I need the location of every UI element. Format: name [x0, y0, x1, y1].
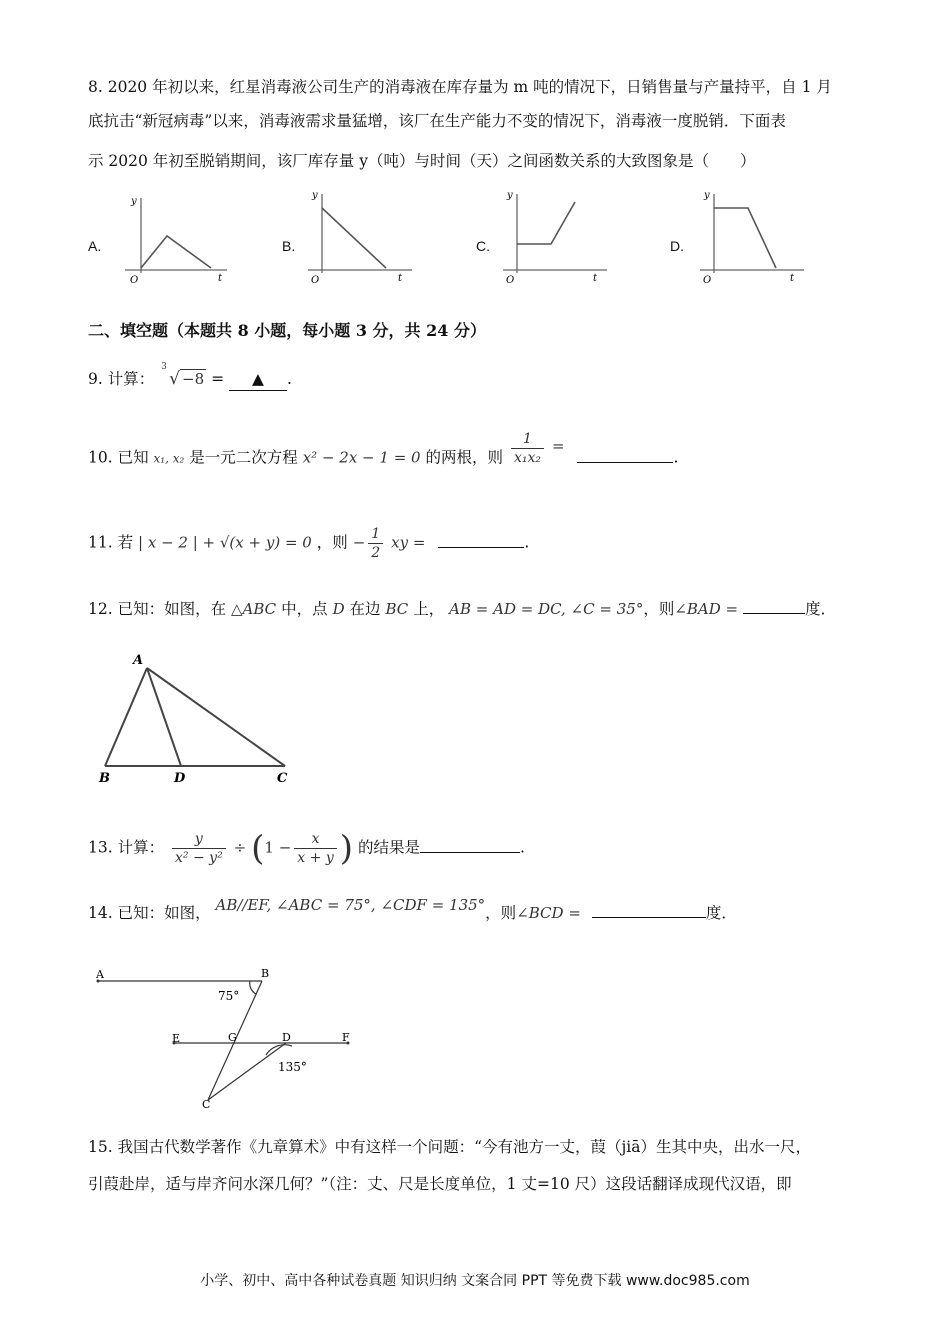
q12-answer-blank[interactable] [743, 599, 805, 614]
q13-fraction-2 [294, 830, 336, 867]
q10-fraction [511, 430, 544, 467]
q10-equals: = [551, 436, 565, 455]
origin-label: O [506, 275, 515, 286]
q10-suffix: . [673, 448, 679, 467]
q14-condition: AB//EF, ∠ABC = 75°, ∠CDF = 135° [215, 896, 486, 914]
q14-target: ∠BCD = [516, 904, 581, 922]
q13-f2-num: x [294, 830, 336, 849]
q12-condition: AB = AD = DC, ∠C = 35° [449, 600, 644, 618]
q11-suffix: . [524, 533, 530, 552]
q13: 13. 计算： $\frac{y}{\text{x² − y²}}$ ÷ (1 − $\frac{x}{x + y}$ ) 的结果是 . [88, 828, 525, 869]
q9-equals: = [211, 370, 225, 388]
q12-mid4: ，则 [643, 600, 675, 618]
graph-line [322, 208, 386, 268]
q15-line-2: 引葭赴岸，适与岸齐问水深几何？”（注：丈、尺是长度单位，1 丈=10 尺）这段话翻译成现代汉语，即 [88, 1175, 792, 1193]
label-b: B [261, 967, 270, 980]
q8-option-d-label[interactable]: D. [670, 238, 684, 254]
q8-line-1: 8. 2020 年初以来，红星消毒液公司生产的消毒液在库存量为 m 吨的情况下，日销售量与产量持平，自 1 月 [88, 78, 832, 96]
q14-parallel-lines-figure [90, 962, 370, 1112]
q9-prefix: 9. 计算： [88, 370, 155, 388]
q13-f1-num: y [172, 830, 226, 849]
q11-answer-blank[interactable] [438, 533, 524, 548]
q14 [88, 896, 737, 924]
q12-mid1: 中，点 [281, 600, 328, 618]
q14-answer-blank[interactable] [592, 903, 706, 918]
q12-mid2: 在边 [349, 600, 381, 618]
q11-expr: xy = [391, 533, 426, 552]
axis-t-label: t [593, 273, 598, 284]
origin-label: O [703, 275, 712, 286]
q9-answer-mark: ▲ [252, 370, 264, 388]
q12-triangle: △ABC [231, 600, 277, 618]
origin-label: O [311, 275, 320, 286]
q13-prefix: 13. 计算： [88, 838, 165, 857]
axis-y-label: y [131, 196, 137, 207]
segment-cd [208, 1043, 286, 1100]
q10-mid2: 的两根，则 [425, 448, 504, 467]
q11-prefix: 11. 若 [88, 533, 134, 552]
q13-suffix: . [519, 838, 525, 857]
q9-suffix: . [287, 370, 292, 388]
q11: 11. 若 | x − 2 | + √(x + y) = 0 ，则 − $\frac{1}{2}$ xy = . [88, 526, 530, 561]
axis-t-label: t [790, 273, 795, 284]
q14-mid: ，则 [485, 904, 517, 922]
q9-cube-root: 3 √ −8 [159, 368, 206, 390]
axis-t-label: t [218, 273, 223, 284]
segment-ab [105, 668, 147, 766]
axis-t-label: t [398, 273, 403, 284]
q12-triangle-figure [95, 648, 300, 788]
section-heading: 二、填空题（本题共 8 小题，每小题 3 分，共 24 分） [88, 321, 486, 340]
q10-vars: x₁, x₂ [153, 451, 185, 466]
angle-label-135: 135° [278, 1060, 307, 1074]
q10 [88, 431, 679, 477]
graph-line [714, 208, 776, 268]
graph-line [517, 202, 575, 244]
q12-edge: BC [385, 600, 409, 618]
q13-inner-one: 1 − [264, 838, 292, 857]
q13-f2-den: x + y [297, 850, 334, 866]
origin-label: O [130, 275, 139, 286]
q8-option-a-graph[interactable] [115, 188, 235, 288]
q13-mid: 的结果是 [357, 838, 420, 857]
label-f: F [342, 1031, 350, 1044]
q14-prefix: 14. 已知：如图， [88, 904, 211, 922]
angle-arc-75 [250, 981, 256, 994]
q13-answer-blank[interactable] [420, 838, 520, 853]
label-b: B [99, 771, 110, 786]
q9-root-index: 3 [161, 362, 167, 372]
q11-frac-num: 1 [368, 525, 383, 544]
q10-mid: 是一元二次方程 [189, 448, 298, 467]
axis-y-label: y [312, 190, 318, 201]
q13-fraction-1 [172, 830, 226, 867]
q8-option-b-graph[interactable] [300, 188, 420, 288]
graph-line [141, 236, 211, 268]
q12-suffix: 度． [805, 600, 837, 618]
axis-y-label: y [507, 190, 513, 201]
q13-div: ÷ [233, 838, 247, 857]
label-g: G [228, 1031, 237, 1044]
q8-option-d-graph[interactable] [692, 188, 812, 288]
q11-frac-den: 2 [371, 545, 381, 561]
q8-option-c-label[interactable]: C. [476, 238, 490, 254]
q8-option-c-graph[interactable] [495, 188, 615, 288]
label-a: A [133, 653, 144, 668]
q10-frac-den: x₁x₂ [513, 450, 541, 466]
q12 [88, 598, 836, 620]
q8-line-3: 示 2020 年初至脱销期间，该厂库存量 y（吨）与时间（天）之间函数关系的大致图象是（ ） [88, 152, 756, 170]
segment-ad [147, 668, 181, 766]
q13-f1-den: x² − y² [175, 850, 223, 866]
q14-suffix: 度． [705, 904, 737, 922]
label-c: C [277, 771, 288, 786]
q11-condition: | x − 2 | + √(x + y) = 0 [138, 533, 312, 552]
q9-radicand: −8 [182, 370, 205, 388]
q11-mid: ，则 [316, 533, 348, 552]
q12-target: ∠BAD = [674, 600, 739, 618]
q9-answer-blank[interactable] [229, 368, 287, 391]
q8-option-b-label[interactable]: B. [282, 238, 296, 254]
label-d: D [282, 1031, 291, 1044]
q10-answer-blank[interactable] [577, 448, 673, 463]
label-c: C [202, 1098, 211, 1111]
segment-ac [147, 668, 285, 766]
q12-point: D [332, 600, 345, 618]
label-d: D [174, 771, 186, 786]
angle-arc-135 [266, 1045, 292, 1055]
q8-line-2: 底抗击“新冠病毒”以来，消毒液需求量猛增，该厂在生产能力不变的情况下，消毒液一度脱销．下面表 [88, 112, 786, 130]
q8-option-a-label[interactable]: A. [88, 238, 102, 254]
q9 [88, 362, 292, 391]
label-e: E [172, 1032, 181, 1045]
axis-y-label: y [704, 190, 710, 201]
page-footer: 小学、初中、高中各种试卷真题 知识归纳 文案合同 PPT 等免费下载 www.doc985.com [200, 1273, 750, 1289]
label-a: A [96, 968, 104, 981]
q10-prefix: 10. 已知 [88, 448, 149, 467]
q12-prefix: 12. 已知：如图，在 [88, 600, 227, 618]
q12-mid3: 上， [413, 600, 445, 618]
q15-line-1: 15. 我国古代数学著作《九章算术》中有这样一个问题：“今有池方一丈，葭（jiā）生其中央，出水一尺， [88, 1138, 812, 1156]
q10-equation: x² − 2x − 1 = 0 [302, 448, 421, 467]
q10-frac-num: 1 [511, 430, 544, 449]
angle-label-75: 75° [218, 989, 240, 1003]
q11-fraction [368, 525, 383, 562]
